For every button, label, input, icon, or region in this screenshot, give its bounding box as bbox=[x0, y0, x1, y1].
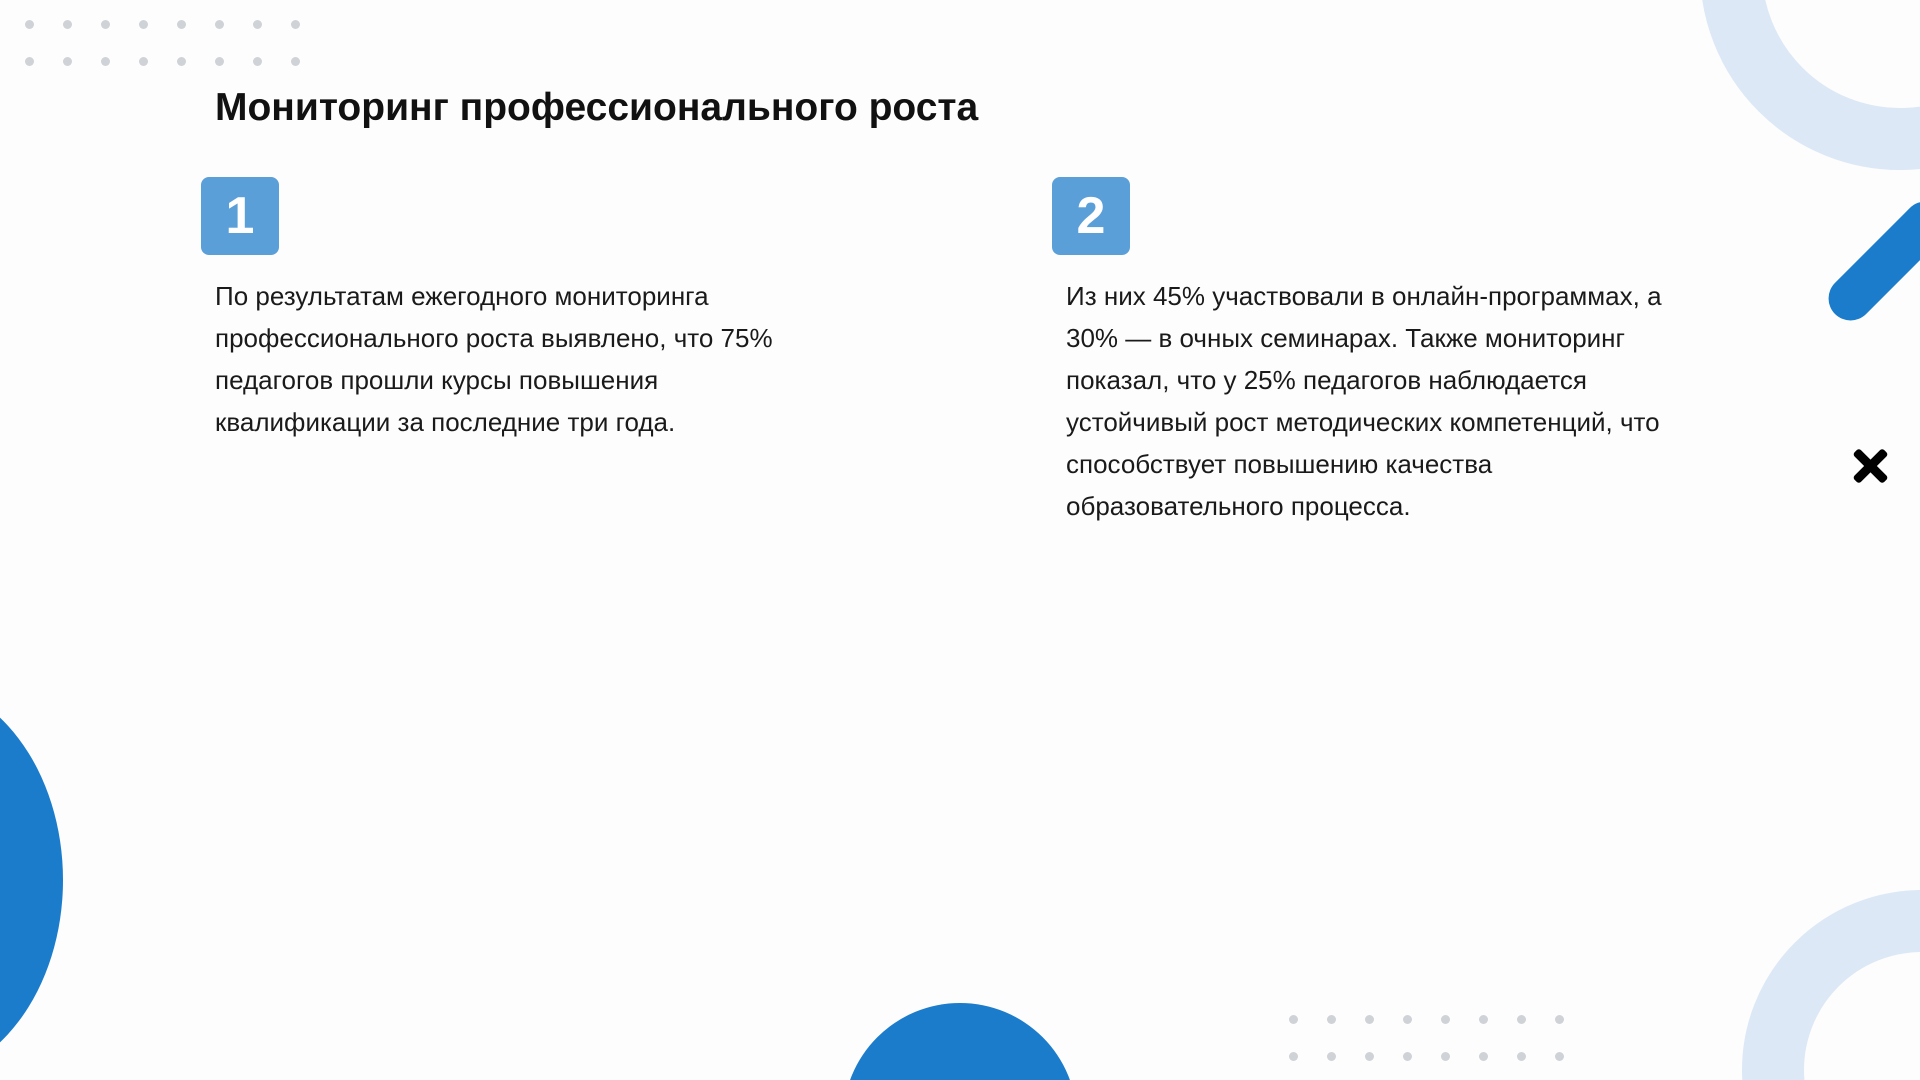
page-title: Мониторинг профессионального роста bbox=[215, 86, 979, 129]
paragraph-1: По результатам ежегодного мониторинга профессионального роста выявлено, что 75% педагогов прошли курсы повышения квалификации за последние три года. bbox=[215, 281, 773, 437]
circle-decoration-bottom bbox=[843, 1003, 1077, 1080]
pill-decoration-right bbox=[1819, 192, 1920, 329]
dot-grid-decoration-bottom bbox=[1289, 1015, 1567, 1061]
number-badge-1: 1 bbox=[201, 177, 279, 255]
paragraph-2: Из них 45% участвовали в онлайн-программах, а 30% — в очных семинарах. Также мониторинг показал, что у 25% педагогов наблюдается устойчивый рост методических компетенций, что способствует повышению качества образовательного процесса. bbox=[1066, 281, 1662, 521]
ring-decoration-top-right bbox=[1700, 0, 1920, 170]
dot-grid-decoration-top bbox=[25, 20, 303, 66]
close-icon[interactable] bbox=[1852, 448, 1888, 484]
number-badge-2: 2 bbox=[1052, 177, 1130, 255]
circle-decoration-left bbox=[0, 680, 63, 1080]
ring-decoration-bottom-right bbox=[1742, 890, 1920, 1080]
